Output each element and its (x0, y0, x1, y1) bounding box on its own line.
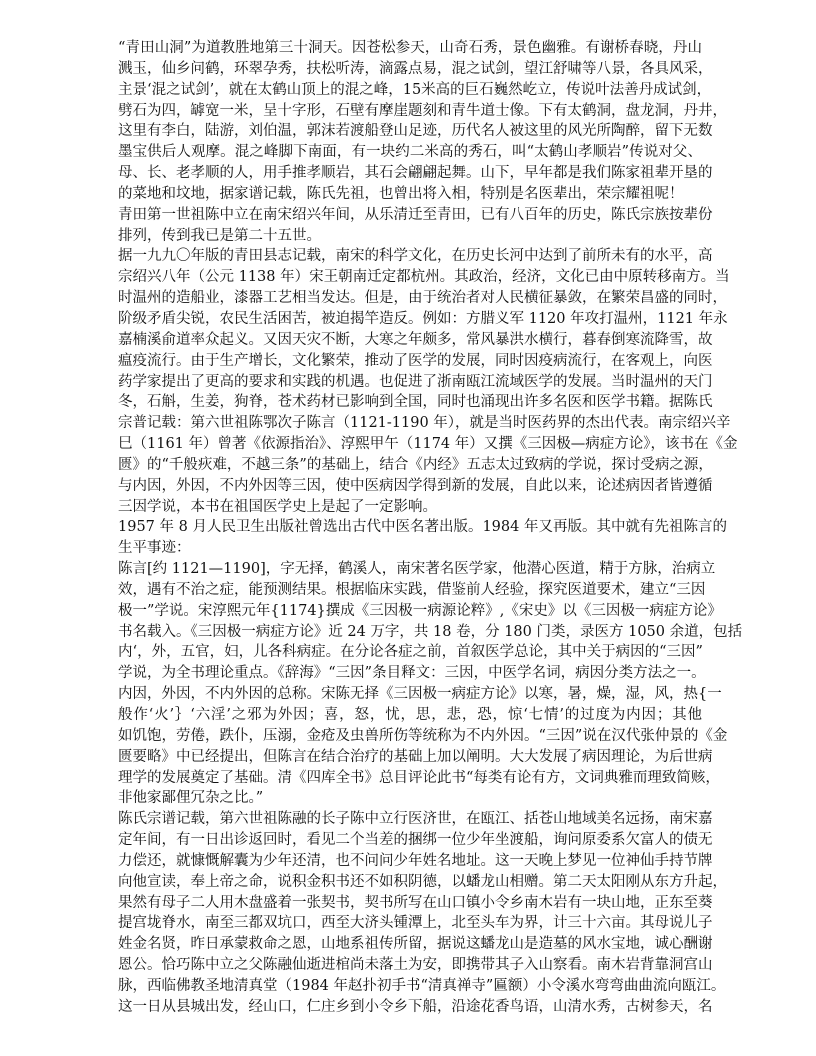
text-line: 宗普记载：第六世祖陈鄂次子陈言（1121-1190 年），就是当时医药界的杰出代表。南宗绍兴辛 (118, 415, 731, 432)
text-line: 这里有李白，陆游，刘伯温，郭沫若渡船登山足迹，历代名人被这里的风光所陶醉，留下无数 (118, 123, 713, 140)
text-line: 嘉楠溪俞道率众起义。又因天灾不断，大寒之年颇多，常风暴洪水横行，暮春倒寒流降雪，故 (118, 331, 713, 348)
text-line: 书名载入。《三因极一病症方论》近 24 万字，共 18 卷，分 180 门类，录医方 1050 余道，包括 (118, 623, 743, 640)
paragraph (118, 205, 713, 247)
text-line: 瘟疫流行。由于生产增长，文化繁荣，推动了医学的发展，同时因疫病流行，在客观上，向医 (118, 352, 713, 369)
text-line: 理学的发展奠定了基础。清《四库全书》总目评论此书“每类有论有方，文词典雅而理致简赅， (118, 769, 720, 786)
text-line: 陈言[约 1121—1190]，字无择，鹤溪人，南宋著名医学家，他潜心医道，精于方脉，治病立 (118, 561, 716, 578)
text-line: 冬，石斛，生姜，狗脊，苍术药材已影响到全国，同时也涌现出许多名医和医学书籍。据陈氏 (118, 394, 713, 411)
text-line: 般作‘火’｝‘六淫’之邪为外因；喜，怒，忧，思，悲，恐，惊‘七情’的过度为内因；其他 (118, 707, 702, 723)
text-line: 宗绍兴八年（公元 1138 年）宋王朝南迁定都杭州。其政治，经济，文化已由中原转移南方。当 (118, 269, 730, 286)
text-line: 三因学说，本书在祖国医学史上是起了一定影响。 (118, 498, 437, 515)
text-line: 匮要略》中已经提出，但陈言在结合治疗的基础上加以阐明。大大发展了病因理论，为后世病 (118, 748, 713, 765)
text-line: 脉，西临佛教圣地清真堂（1984 年赵扑初手书“清真禅寺”匾额）小令溪水弯弯曲曲流向瓯江。 (118, 977, 726, 994)
paragraph (118, 517, 727, 559)
text-line: 生平事迹： (118, 540, 191, 557)
text-line: 内因，外因，不内外因的总称。宋陈无择《三因极一病症方论》以寒，暑，燥，湿，风，热{一 (118, 686, 722, 703)
text-line: 的菜地和坟地，据家谱记载，陈氏先祖，也曾出将入相，特别是名医辈出，荣宗耀祖呢！ (118, 185, 684, 202)
text-line: 提宫垅脊水，南至三都双坑口，西至大济头锺潭上，北至头车为界，计三十六亩。其母说儿子 (118, 915, 713, 932)
text-line: 定年间，有一日出诊返回时，看见二个当差的捆绑一位少年坐渡船，询问原委系欠富人的债无 (118, 832, 713, 849)
text-line: 力偿还，就慷慨解囊为少年还清，也不问问少年姓名地址。这一天晚上梦见一位神仙手持节牌 (118, 852, 713, 869)
text-line: 如饥饱，劳倦，跌仆，压溺，金疮及虫兽所伤等统称为不内外因。“三因”说在汉代张仲景的《金 (118, 727, 728, 744)
text-line: 青田第一世祖陈中立在南宋绍兴年间，从乐清迁至青田，已有八百年的历史，陈氏宗族按辈份 (118, 206, 713, 223)
text-line: 1957 年 8 月人民卫生出版社曾选出古代中医名著出版。1984 年又再版。其中就有先祖陈言的 (118, 519, 727, 536)
text-line: 姓金名贤，昨日承蒙救命之恩，山地系祖传所留，据说这蟠龙山是造墓的风水宝地，诚心酬谢 (118, 936, 713, 953)
text-line: 巳（1161 年）曾著《依源指治》、淳熙甲午（1174 年）又撰《三因极—病症方论》，该书在《金 (118, 436, 738, 453)
text-line: 向他宣读，奉上帝之命，说积金积书还不如积阴德，以蟠龙山相赠。第二天太阳刚从东方升起， (118, 873, 727, 890)
text-line: 内‘，外，五官，妇，儿各科病症。在分论各症之前，首叙医学总论，其中关于病因的“三因” (118, 644, 703, 661)
document-page (118, 38, 743, 1018)
text-line: 药学家提出了更高的要求和实践的机遇。也促进了浙南瓯江流域医学的发展。当时温州的天门 (118, 373, 713, 390)
text-line: 陈氏宗谱记载，第六世祖陈融的长子陈中立行医济世，在瓯江、括苍山地域美名远扬，南宋嘉 (118, 811, 713, 828)
text-line: 母、长、老孝顺的人，用手推孝顺岩，其石会翩翩起舞。山下，早年都是我们陈家祖辈开垦的 (118, 165, 713, 182)
text-line: “青田山洞”为道教胜地第三十洞天。因苍松参天，山奇石秀，景色幽雅。有谢桥春晓，丹山 (118, 40, 702, 56)
text-line: 这一日从县城出发，经山口，仁庄乡到小令乡下船，沿途花香鸟语，山清水秀，古树参天，名 (118, 998, 713, 1015)
text-line: 溅玉，仙乡问鹤，环翠孕秀，扶松听涛，滴露点易，混之试剑，望江舒啸等八景，各具风采， (118, 60, 713, 77)
text-line: 学说，为全书理论重点。《辞海》“三因”条目释文：三因，中医学名词，病因分类方法之一。 (118, 665, 706, 682)
text-line: 非他家鄙俚冗杂之比。” (118, 790, 264, 807)
text-line: 排列，传到我已是第二十五世。 (118, 227, 321, 244)
text-line: 据一九九〇年版的青田县志记载，南宋的科学文化，在历史长河中达到了前所未有的水平，高 (118, 248, 713, 265)
paragraph (118, 38, 727, 205)
text-line: 时温州的造船业，漆器工艺相当发达。但是，由于统治者对人民横征暴敛，在繁荣昌盛的同时， (118, 290, 727, 307)
paragraph (118, 246, 738, 517)
paragraph (118, 559, 743, 809)
text-line: 果然有母子二人用木盘盛着一张契书，契书所写在山口镇小令乡南木岩有一块山地，正东至葵 (118, 894, 713, 911)
text-line: 劈石为四，罅宽一米，呈十字形，石壁有摩崖题刻和青牛道士像。下有太鹤洞，盘龙洞，丹井， (118, 102, 727, 119)
text-line: 阶级矛盾尖锐，农民生活困苦，被迫揭竿造反。例如：方腊义军 1120 年攻打温州，1121 年永 (118, 310, 728, 327)
text-line: 匮》的“千般疢难，不越三条”的基础上，结合《内经》五志太过致病的学说，探讨受病之源， (118, 456, 713, 473)
paragraph (118, 809, 727, 1017)
text-line: 墨宝供后人观摩。混之峰脚下南面，有一块约二米高的秀石，叫“太鹤山孝顺岩”传说对父、 (118, 144, 702, 161)
text-line: 极一”学说。宋淳熙元年{1174}撰成《三因极一病源论粹》,《宋史》以《三因极一病症方论》 (118, 602, 722, 619)
text-line: 主景‘混之试剑’，就在太鹤山顶上的混之峰，15米高的巨石巍然屹立，传说叶法善丹成试剑， (118, 81, 712, 98)
text-line: 效，遇有不治之症，能预测结果。根据临床实践，借鉴前人经验，探究医道要术，建立“三因 (118, 581, 706, 598)
text-line: 与内因，外因，不内外因等三因，使中医病因学得到新的发展，自此以来，论述病因者皆遵循 (118, 477, 713, 494)
text-line: 恩公。恰巧陈中立之父陈融仙逝进棺尚未落土为安，即携带其子入山察看。南木岩背靠洞宫山 (118, 957, 713, 974)
